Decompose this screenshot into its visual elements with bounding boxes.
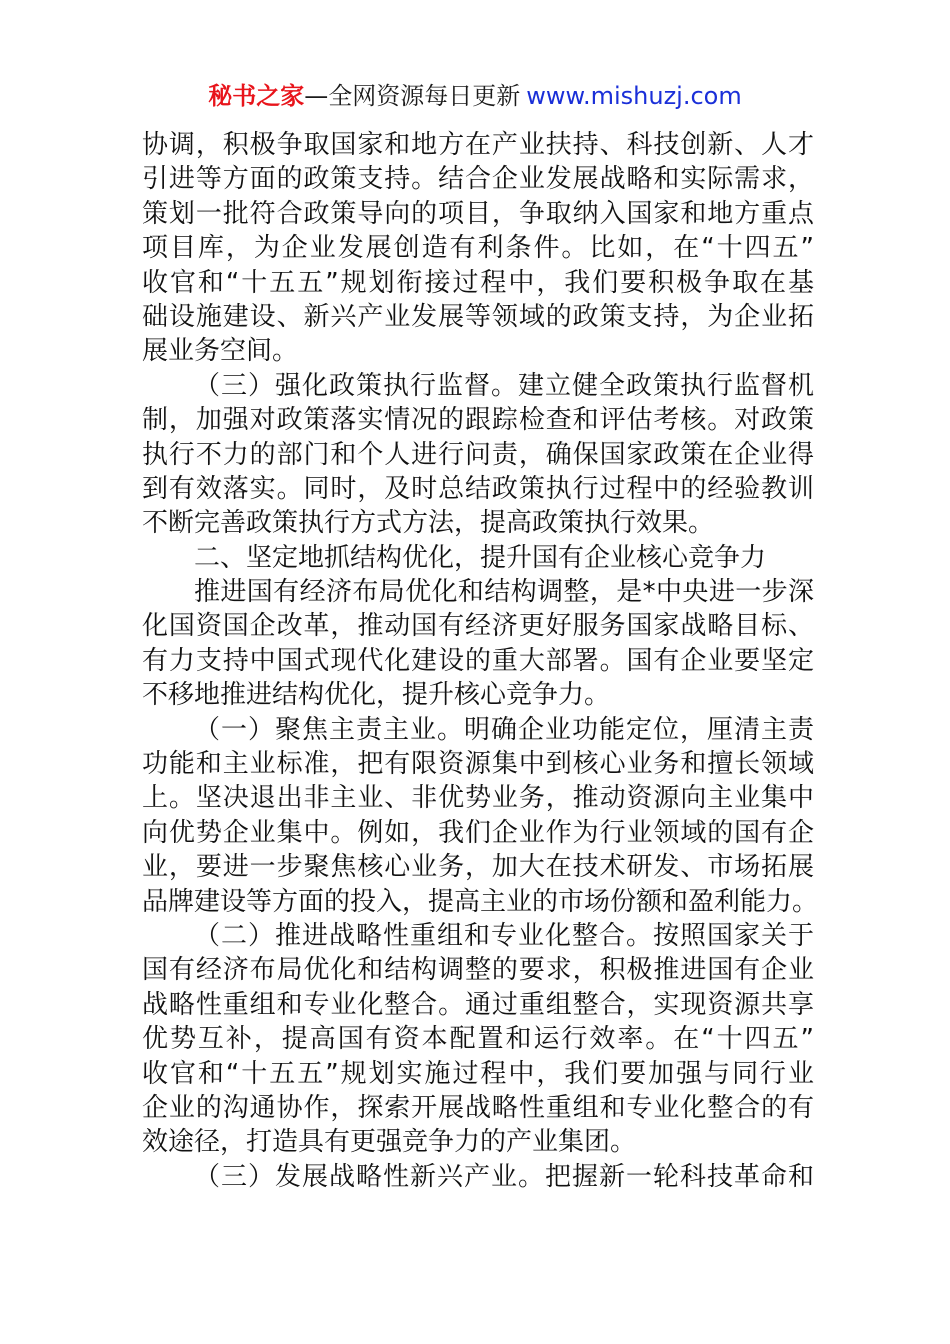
text-line: 向优势企业集中。例如，我们企业作为行业领域的国有企 [142, 817, 814, 848]
page-header [0, 80, 950, 112]
text-line: 国有经济布局优化和结构调整的要求，积极推进国有企业 [142, 955, 814, 986]
text-line: 战略性重组和专业化整合。通过重组整合，实现资源共享 [142, 989, 814, 1020]
text-line: （二）推进战略性重组和专业化整合。按照国家关于 [194, 920, 814, 951]
text-line: （一）聚焦主责主业。明确企业功能定位，厘清主责 [194, 714, 814, 745]
brand-name: 秘书之家 [208, 82, 305, 110]
text-line: 到有效落实。同时，及时总结政策执行过程中的经验教训 [142, 473, 814, 504]
text-line: 品牌建设等方面的投入，提高主业的市场份额和盈利能力。 [142, 886, 819, 917]
text-line: （三）强化政策执行监督。建立健全政策执行监督机 [194, 370, 814, 401]
text-line: 效途径，打造具有更强竞争力的产业集团。 [142, 1127, 637, 1158]
document-body [142, 128, 819, 1194]
site-tagline: —全网资源每日更新 [304, 82, 521, 110]
text-line: 收官和“十五五”规划衔接过程中，我们要积极争取在基 [142, 267, 814, 298]
text-line: 推进国有经济布局优化和结构调整，是*中央进一步深 [194, 577, 814, 608]
text-line: 有力支持中国式现代化建设的重大部署。国有企业要坚定 [142, 645, 814, 676]
text-line: 不断完善政策执行方式方法，提高政策执行效果。 [142, 508, 715, 539]
text-line: （三）发展战略性新兴产业。把握新一轮科技革命和 [194, 1161, 814, 1192]
site-url-link[interactable]: www.mishuzj.com [526, 82, 742, 110]
text-line: 收官和“十五五”规划实施过程中，我们要加强与同行业 [142, 1058, 814, 1089]
text-line: 制，加强对政策落实情况的跟踪检查和评估考核。对政策 [142, 405, 814, 436]
text-line: 化国资国企改革，推动国有经济更好服务国家战略目标、 [142, 611, 814, 642]
text-line: 策划一批符合政策导向的项目，争取纳入国家和地方重点 [142, 198, 814, 229]
text-line: 上。坚决退出非主业、非优势业务，推动资源向主业集中 [142, 783, 814, 814]
text-line: 优势互补，提高国有资本配置和运行效率。在“十四五” [142, 1024, 814, 1055]
text-line: 项目库，为企业发展创造有利条件。比如，在“十四五” [142, 233, 814, 264]
text-line: 二、坚定地抓结构优化，提升国有企业核心竞争力 [194, 542, 767, 573]
text-line: 执行不力的部门和个人进行问责，确保国家政策在企业得 [142, 439, 814, 470]
text-line: 功能和主业标准，把有限资源集中到核心业务和擅长领域 [142, 749, 814, 780]
text-line: 展业务空间。 [142, 336, 299, 367]
text-line: 协调，积极争取国家和地方在产业扶持、科技创新、人才 [142, 130, 814, 160]
text-line: 企业的沟通协作，探索开展战略性重组和专业化整合的有 [142, 1092, 814, 1123]
text-line: 不移地推进结构优化，提升核心竞争力。 [142, 680, 611, 711]
text-line: 业，要进一步聚焦核心业务，加大在技术研发、市场拓展 [142, 852, 814, 883]
text-line: 引进等方面的政策支持。结合企业发展战略和实际需求， [142, 164, 814, 195]
text-line: 础设施建设、新兴产业发展等领域的政策支持，为企业拓 [142, 301, 814, 332]
